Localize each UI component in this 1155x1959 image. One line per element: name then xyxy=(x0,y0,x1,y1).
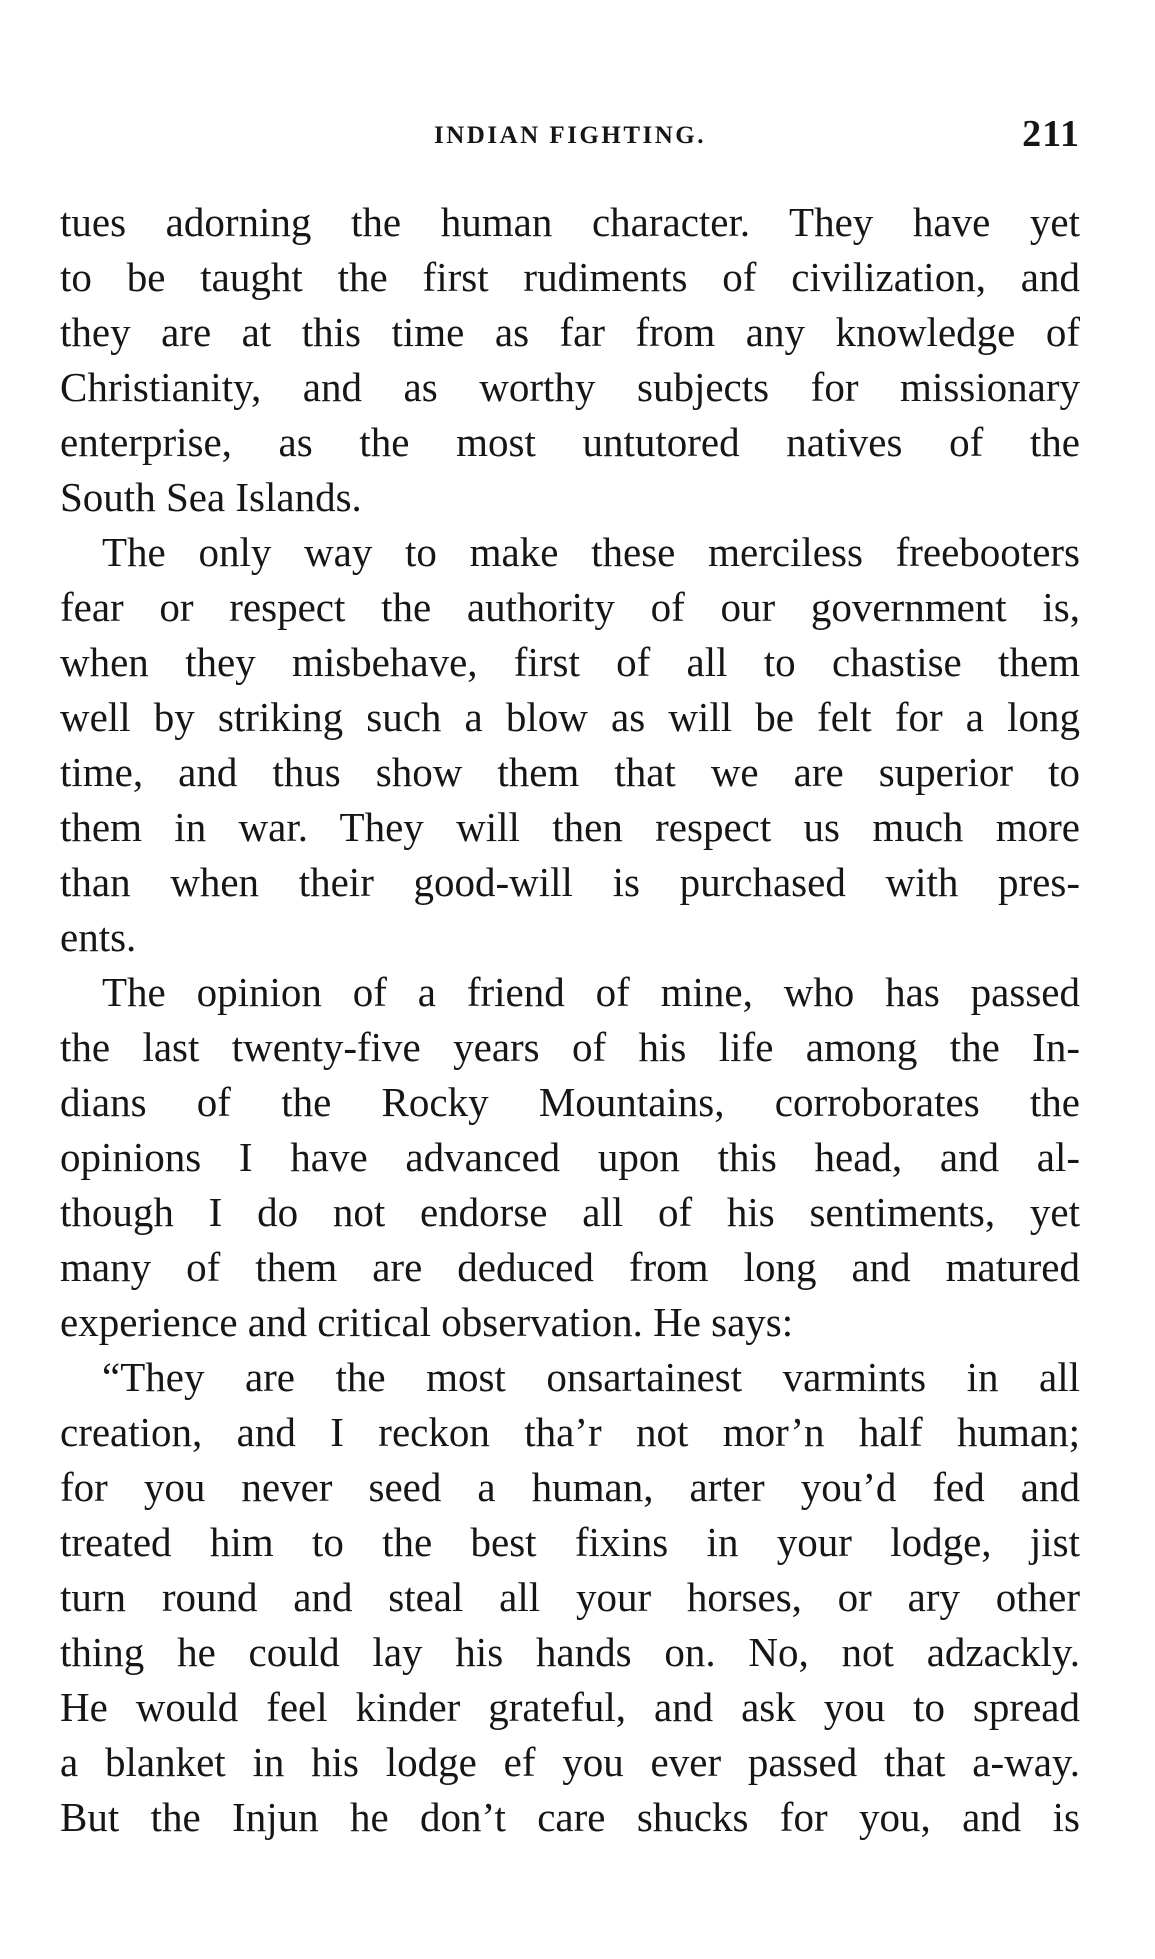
text-line: Christianity, and as worthy subjects for missionary xyxy=(60,364,1080,410)
book-page xyxy=(60,0,1080,1959)
text-line: “They are the most onsartainest varmints in all xyxy=(102,1354,1080,1400)
text-line: than when their good-will is purchased with pres- xyxy=(60,859,1080,905)
text-line: tues adorning the human character. They have yet xyxy=(60,199,1080,245)
body-text xyxy=(60,195,1080,1845)
text-line: to be taught the first rudiments of civilization, and xyxy=(60,254,1080,300)
paragraph-4 xyxy=(60,1350,1080,1845)
text-line: dians of the Rocky Mountains, corroborates the xyxy=(60,1079,1080,1125)
text-line: fear or respect the authority of our government is, xyxy=(60,584,1080,630)
text-line: He would feel kinder grateful, and ask you to spread xyxy=(60,1684,1080,1730)
text-line: But the Injun he don’t care shucks for you, and is xyxy=(60,1794,1080,1840)
text-line: The only way to make these merciless freebooters xyxy=(102,529,1080,575)
page-number: 211 xyxy=(1022,113,1080,155)
text-line: enterprise, as the most untutored natives of the xyxy=(60,419,1080,465)
text-line: creation, and I reckon tha’r not mor’n half human; xyxy=(60,1409,1080,1455)
paragraph-2 xyxy=(60,525,1080,965)
text-line: opinions I have advanced upon this head, and al- xyxy=(60,1134,1080,1180)
text-line: The opinion of a friend of mine, who has passed xyxy=(102,969,1080,1015)
text-line: South Sea Islands. xyxy=(60,474,362,520)
text-line: experience and critical observation. He says: xyxy=(60,1299,794,1345)
running-title: INDIAN FIGHTING. xyxy=(434,122,706,149)
text-line: though I do not endorse all of his sentiments, yet xyxy=(60,1189,1080,1235)
text-line: when they misbehave, first of all to chastise them xyxy=(60,639,1080,685)
text-line: ents. xyxy=(60,914,137,960)
text-line: turn round and steal all your horses, or ary other xyxy=(60,1574,1080,1620)
text-line: for you never seed a human, arter you’d fed and xyxy=(60,1464,1080,1510)
text-line: treated him to the best fixins in your lodge, jist xyxy=(60,1519,1080,1565)
text-line: well by striking such a blow as will be felt for a long xyxy=(60,694,1080,740)
paragraph-1 xyxy=(60,195,1080,525)
text-line: thing he could lay his hands on. No, not adzackly. xyxy=(60,1629,1080,1675)
text-line: a blanket in his lodge ef you ever passed that a-way. xyxy=(60,1739,1080,1785)
paragraph-3 xyxy=(60,965,1080,1350)
text-line: many of them are deduced from long and matured xyxy=(60,1244,1080,1290)
text-line: the last twenty-five years of his life among the In- xyxy=(60,1024,1080,1070)
text-line: them in war. They will then respect us much more xyxy=(60,804,1080,850)
text-line: they are at this time as far from any knowledge of xyxy=(60,309,1080,355)
running-head xyxy=(60,112,1080,162)
text-line: time, and thus show them that we are superior to xyxy=(60,749,1080,795)
